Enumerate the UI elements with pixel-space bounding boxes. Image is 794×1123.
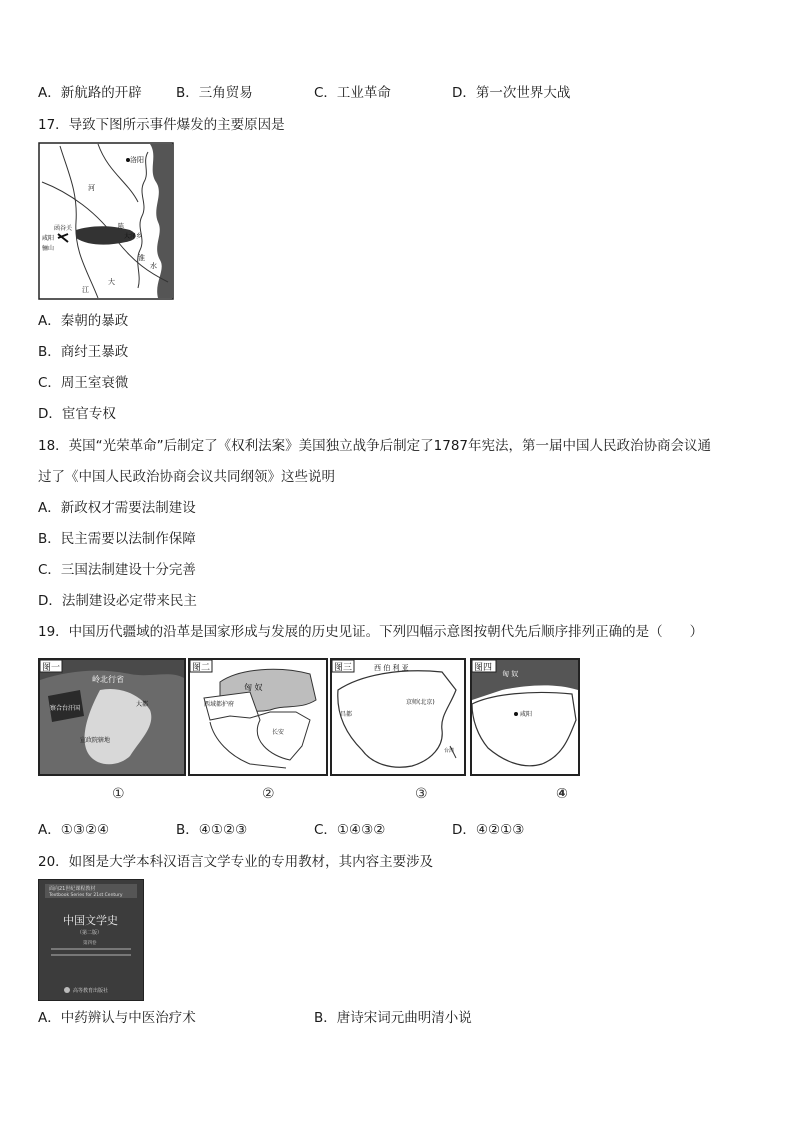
map1-label-0: 岭北行省 bbox=[92, 675, 124, 684]
map2-title: 图二 bbox=[192, 663, 211, 673]
q16-option-c[interactable]: C．工业革命 bbox=[314, 85, 391, 101]
q17-option-c[interactable]: C．周王室衰微 bbox=[38, 375, 129, 391]
q17-map-drawing bbox=[38, 142, 174, 300]
map-label-chen: 陈 bbox=[118, 223, 125, 230]
book-series: 面向21世纪课程教材 bbox=[49, 886, 96, 892]
map-label-shui: 水 bbox=[150, 262, 157, 270]
map1-label-1: 察合台汗国 bbox=[50, 705, 81, 712]
map-label-huai: 淮 bbox=[138, 254, 145, 262]
map1-label-3: 大都 bbox=[136, 701, 149, 708]
q18-option-c[interactable]: C．三国法制建设十分完善 bbox=[38, 562, 196, 578]
book-title: 中国文学史 bbox=[63, 914, 118, 927]
q20-question: 20．如图是大学本科汉语言文学专业的专用教材，其内容主要涉及 bbox=[38, 854, 434, 870]
q16-option-d[interactable]: D．第一次世界大战 bbox=[452, 85, 571, 101]
q20-textbook-cover bbox=[38, 879, 144, 1001]
map-label-da: 大 bbox=[108, 278, 115, 286]
map4-title: 图四 bbox=[474, 663, 493, 673]
q18-question-line2: 过了《中国人民政治协商会议共同纲领》这些说明 bbox=[38, 469, 335, 485]
map1-label-2: 宣政院辖地 bbox=[80, 737, 111, 744]
map-label-luoyang: 洛阳 bbox=[130, 156, 144, 164]
map-label-hanguguan: 函谷关 bbox=[54, 225, 73, 232]
q18-option-d[interactable]: D．法制建设必定带来民主 bbox=[38, 593, 197, 609]
map3-label-3: 台湾 bbox=[444, 748, 455, 754]
map4-label-1: 咸阳 bbox=[520, 711, 533, 718]
map-label-lishan: 骊山 bbox=[42, 245, 55, 252]
map2-label-1: 西域都护府 bbox=[204, 701, 235, 708]
q19-map-1 bbox=[38, 658, 186, 776]
q18-option-a[interactable]: A．新政权才需要法制建设 bbox=[38, 500, 196, 516]
q19-question: 19．中国历代疆域的沿革是国家形成与发展的历史见证。下列四幅示意图按朝代先后顺序排列正确的是（ ） bbox=[38, 624, 704, 640]
map3-label-2: 京师(北京) bbox=[406, 699, 435, 706]
q19-option-d[interactable]: D．④②①③ bbox=[452, 822, 525, 838]
q16-option-b[interactable]: B．三角贸易 bbox=[176, 85, 253, 101]
map3-label-0: 西 伯 利 亚 bbox=[374, 664, 409, 672]
q19-option-c[interactable]: C．①④③② bbox=[314, 822, 386, 838]
q19-map-4 bbox=[470, 658, 580, 776]
q16-option-a[interactable]: A．新航路的开辟 bbox=[38, 85, 142, 101]
q19-map-2 bbox=[188, 658, 328, 776]
q18-question-line1: 18．英国“光荣革命”后制定了《权利法案》美国独立战争后制定了1787年宪法，第一届中国人民政治协商会议通 bbox=[38, 438, 712, 454]
q18-option-b[interactable]: B．民主需要以法制作保障 bbox=[38, 531, 196, 547]
q19-map-2-number: ② bbox=[262, 786, 275, 802]
q19-option-b[interactable]: B．④①②③ bbox=[176, 822, 248, 838]
book-edition: （第二版） bbox=[77, 930, 103, 936]
book-volume: 第四卷 bbox=[83, 941, 97, 946]
q20-option-b[interactable]: B．唐诗宋词元曲明清小说 bbox=[314, 1010, 472, 1026]
q17-question: 17．导致下图所示事件爆发的主要原因是 bbox=[38, 117, 285, 133]
q19-map-3-number: ③ bbox=[415, 786, 428, 802]
map3-title: 图三 bbox=[334, 663, 353, 673]
q19-map-4-number: ④ bbox=[556, 786, 568, 802]
map2-label-0: 匈 奴 bbox=[244, 683, 263, 692]
map-label-jiang: 江 bbox=[82, 286, 89, 294]
map2-label-2: 长安 bbox=[272, 729, 285, 736]
map4-label-0: 匈 奴 bbox=[502, 670, 519, 678]
q17-option-a[interactable]: A．秦朝的暴政 bbox=[38, 313, 129, 329]
q17-option-d[interactable]: D．宦官专权 bbox=[38, 406, 116, 422]
map1-title: 图一 bbox=[42, 663, 61, 673]
map-label-xianyang: 咸阳 bbox=[42, 235, 55, 242]
q19-option-a[interactable]: A．①③②④ bbox=[38, 822, 110, 838]
book-series-en: Textbook Series for 21st Century bbox=[49, 893, 123, 898]
q19-map-1-number: ① bbox=[112, 786, 125, 802]
book-publisher: 高等教育出版社 bbox=[73, 988, 109, 994]
q20-option-a[interactable]: A．中药辨认与中医治疗术 bbox=[38, 1010, 196, 1026]
q19-map-3 bbox=[330, 658, 466, 776]
map-label-daze: 大泽乡 bbox=[124, 233, 143, 240]
q17-map bbox=[38, 142, 174, 300]
q17-option-b[interactable]: B．商纣王暴政 bbox=[38, 344, 129, 360]
map-label-he: 河 bbox=[88, 184, 95, 192]
map3-label-1: 昌都 bbox=[340, 711, 353, 718]
